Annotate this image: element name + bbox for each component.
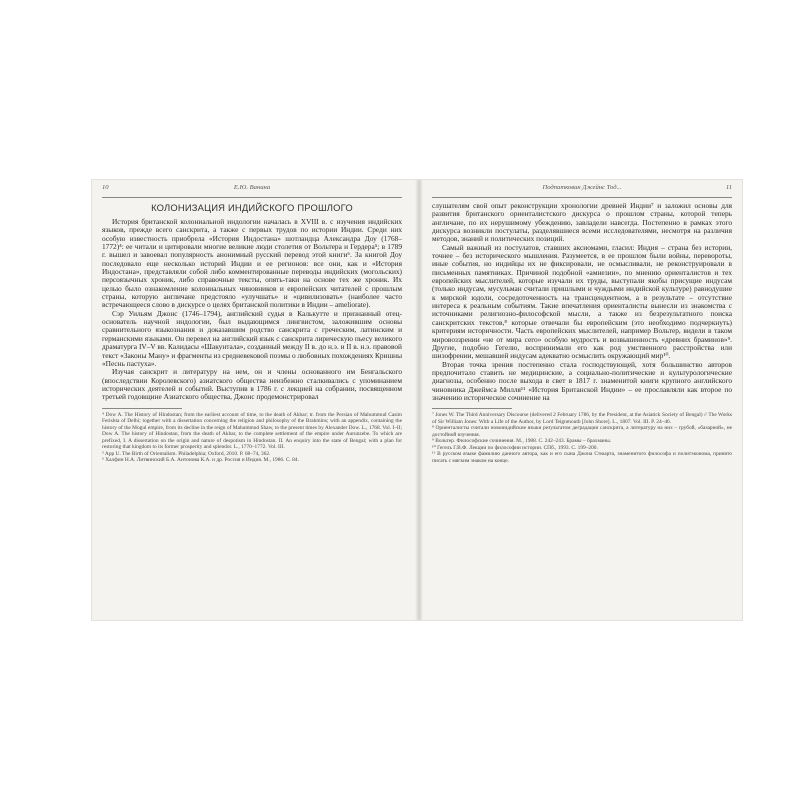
- left-page: [102, 180, 402, 620]
- body-paragraph: Сэр Уильям Джонс (1746–1794), английский судья в Калькутте и признанный отец-основатель научной индологии, был выдающимся лингвистом, заложившим основы сравнительного языкознания и доказавшим родство санскрита с греческим, латинским и германскими языками. Он перевел на английский язык с санскрита лирическую пьесу великого драматурга IV–V вв. Калидасы «Шакунтала», созданный между II в. до н.э. и II в. н.э. правовой текст «Законы Ману» и фрагменты из средневековой поэмы о любовных похождениях Кришны «Песнь пастуха».: [102, 308, 402, 368]
- running-title-right: Подпатковин Джейнс Тод...: [542, 184, 622, 191]
- footnote: ⁴ Dow A. The History of Hindostan; from the earliest account of time, to the death of Akbar; tr. from the Persian of Mahummud Casim Ferishta of Delhi; together with a dissertation concerning the religion and philosophy of the Brahmins; with an appendix, containing the history of the Mogul empire, from its decline in the reign of Mahummud Shaw, to the present times by Alexander Dow. L., 1768. Vol. I–II; Dow A. The history of Hindostan, from the death of Akbar, to the complete settlement of the empire under Aurunzebe. To which are prefixed, I. A dissertation on the origin and nature of despotism in Hindostan. II. An enquiry into the state of Bengal; with a plan for restoring that kingdom to its former prosperity and splendor. L., 1770–1772. Vol. III.: [102, 411, 402, 451]
- right-page: [432, 180, 732, 620]
- chapter-title: КОЛОНИЗАЦИЯ ИНДИЙСКОГО ПРОШЛОГО: [151, 202, 353, 213]
- footnote: ⁹ Вольтер. Философские сочинения. М., 1988. С. 242–243. Брамы – брахманы.: [432, 438, 612, 445]
- footnote-rule-left: [102, 408, 182, 409]
- header-rule-left: [102, 197, 402, 198]
- footnote: ¹⁰ Гегель Г.В.Ф. Лекции по философии истории. СПб., 1993. С. 199–200.: [432, 444, 598, 451]
- footnote: ⁸ Ориенталисты считали новоиндийские языки результатом деградации санскрита, а литературу на них – грубой, «базарной», не достойной изучения.: [432, 425, 732, 438]
- footnote-rule-right: [432, 408, 512, 409]
- footnote: ⁷ Jones W. The Third Anniversary Discourse (delivered 2 February 1786, by the President, at the Asiatick Society of Bengal) // The Works of Sir William Jones: With a Life of the Author, by Lord Teignmouth [John Shore]. L., 1807. Vol. III. P. 24–46.: [432, 412, 732, 425]
- body-paragraph: слушателям свой опыт реконструкции хронологии древней Индии⁷ и заложил основы для развития британского ориенталистского дискурса о прошлом страны, которой теперь англичане, по их нерушимому убеждению, завладели навсегда. Постепенно в рамках этого дискурса возникли постулаты, разделявшиеся всеми исследователями, несмотря на различия методов, знаний и политических позиций.: [432, 201, 732, 244]
- book-spread: [92, 180, 742, 620]
- footnotes-right: [432, 412, 732, 464]
- running-head-right: [432, 184, 732, 197]
- footnote: ⁵ App U. The Birth of Orientalism. Philadelphia; Oxford, 2010. P. 68–74, 362.: [102, 450, 271, 457]
- running-title-left: Е.Ю. Ванина: [233, 184, 271, 191]
- footnotes-left: [102, 412, 402, 464]
- footnote: ¹¹ В русском языке фамилию данного автора, как и его сына Джона Стюарта, знаменитого философа и политэконома, принято писать с мягким знаком на конце.: [432, 451, 732, 464]
- body-paragraph: Самый важный из постулатов, ставших аксиомами, гласил: Индия – страна без истории, точнее – без исторического мышления. Разумеется, в ее прошлом были войны, перевороты, иные события, но индийцы их не фиксировали, не осмысливали, не реконструировали в письменных памятниках. Причиной подобной «амнезии», по мнению ориенталистов и тех европейских мыслителей, которые изучали их труды, выступали якобы присущие индусам (только индусам, мусульман считали пришлыми и чуждыми индийской культуре) равнодушие к мирской юдоли, сосредоточенность на трансцендентном, а в результате – отсутствие интереса к реальным событиям. Такие впечатления ориенталисты вынесли из знакомства с источниками религиозно-философской мысли, а также из безрезультатного поиска санскритских текстов,⁸ которые отвечали бы европейским (это необходимо подчеркнуть) критериям историчности. Часть европейских мыслителей, например Вольтер, видели в таком мировоззрении «не от мира сего» особую мудрость и возвышенность «древних браминов»⁹. Другие, подобно Гегелю, воспринимали его как род умственного расстройства или шизофрении, мешавшей индусам адекватно осмыслить окружающий мир¹⁰.: [432, 242, 732, 361]
- footnote: ⁶ Халфин Н.А. Литвинский Б.А. Антонова К.А. и др. Россия и Индия. М., 1986. С. 84.: [102, 457, 299, 464]
- body-paragraph: Вторая точка зрения постепенно стала господствующей, хотя большинство авторов предпочитало ставить не медицинские, а социально-политические и культурологические диагнозы, особенно после выхода в свет в 1817 г. знаменитой книги крупного английского чиновника Джеймса Милля¹¹ «История Британской Индии» – ее прославляли как второе по значению историческое сочинение на: [432, 359, 732, 402]
- body-paragraph: Изучая санскрит и литературу на нем, он и члены основанного им Бенгальского (впоследствии Королевского) азиатского общества неизбежно сталкивались с упоминанием исторических деятелей и событий. Выступив в 1786 г. с лекцией на собрании, посвященном третьей годовщине Азиатского общества, Джонс продемонстрировал: [102, 367, 402, 402]
- body-paragraph: История британской колониальной индологии началась в XVIII в. с изучения индийских языков, прежде всего санскрита, а также с первых трудов по истории Индии. Среди них особую известность приобрела «История Индостана» шотландца Александра Доу (1768–1772)⁴: ее читали и цитировали многие великие люди столетия от Вольтера и Гердера⁵; в 1789 г. вышел и завоевал популярность анонимный русский перевод этой книги⁶. За книгой Доу последовало еще несколько историй Индии и ее регионов: все они, как и «История Индостана», представляли собой либо комментированные переводы индийских (могольских) персоязычных хроник, либо справочные тексты, опять-таки на основе тех же хроник. Их целью было ознакомление колониальных чиновников и европейских читателей с прошлым страны, которую англичане предстояло «улучшать» и «цивилизовать» (наиболее часто встречающееся слово в дискурсе о целях британской политики в Индии – ameliorate).: [102, 217, 402, 310]
- page-number-right: 11: [725, 184, 732, 191]
- header-rule-right: [432, 197, 732, 198]
- book-gutter: [415, 180, 423, 620]
- page-number-left: 10: [102, 184, 109, 191]
- running-head-left: [102, 184, 402, 197]
